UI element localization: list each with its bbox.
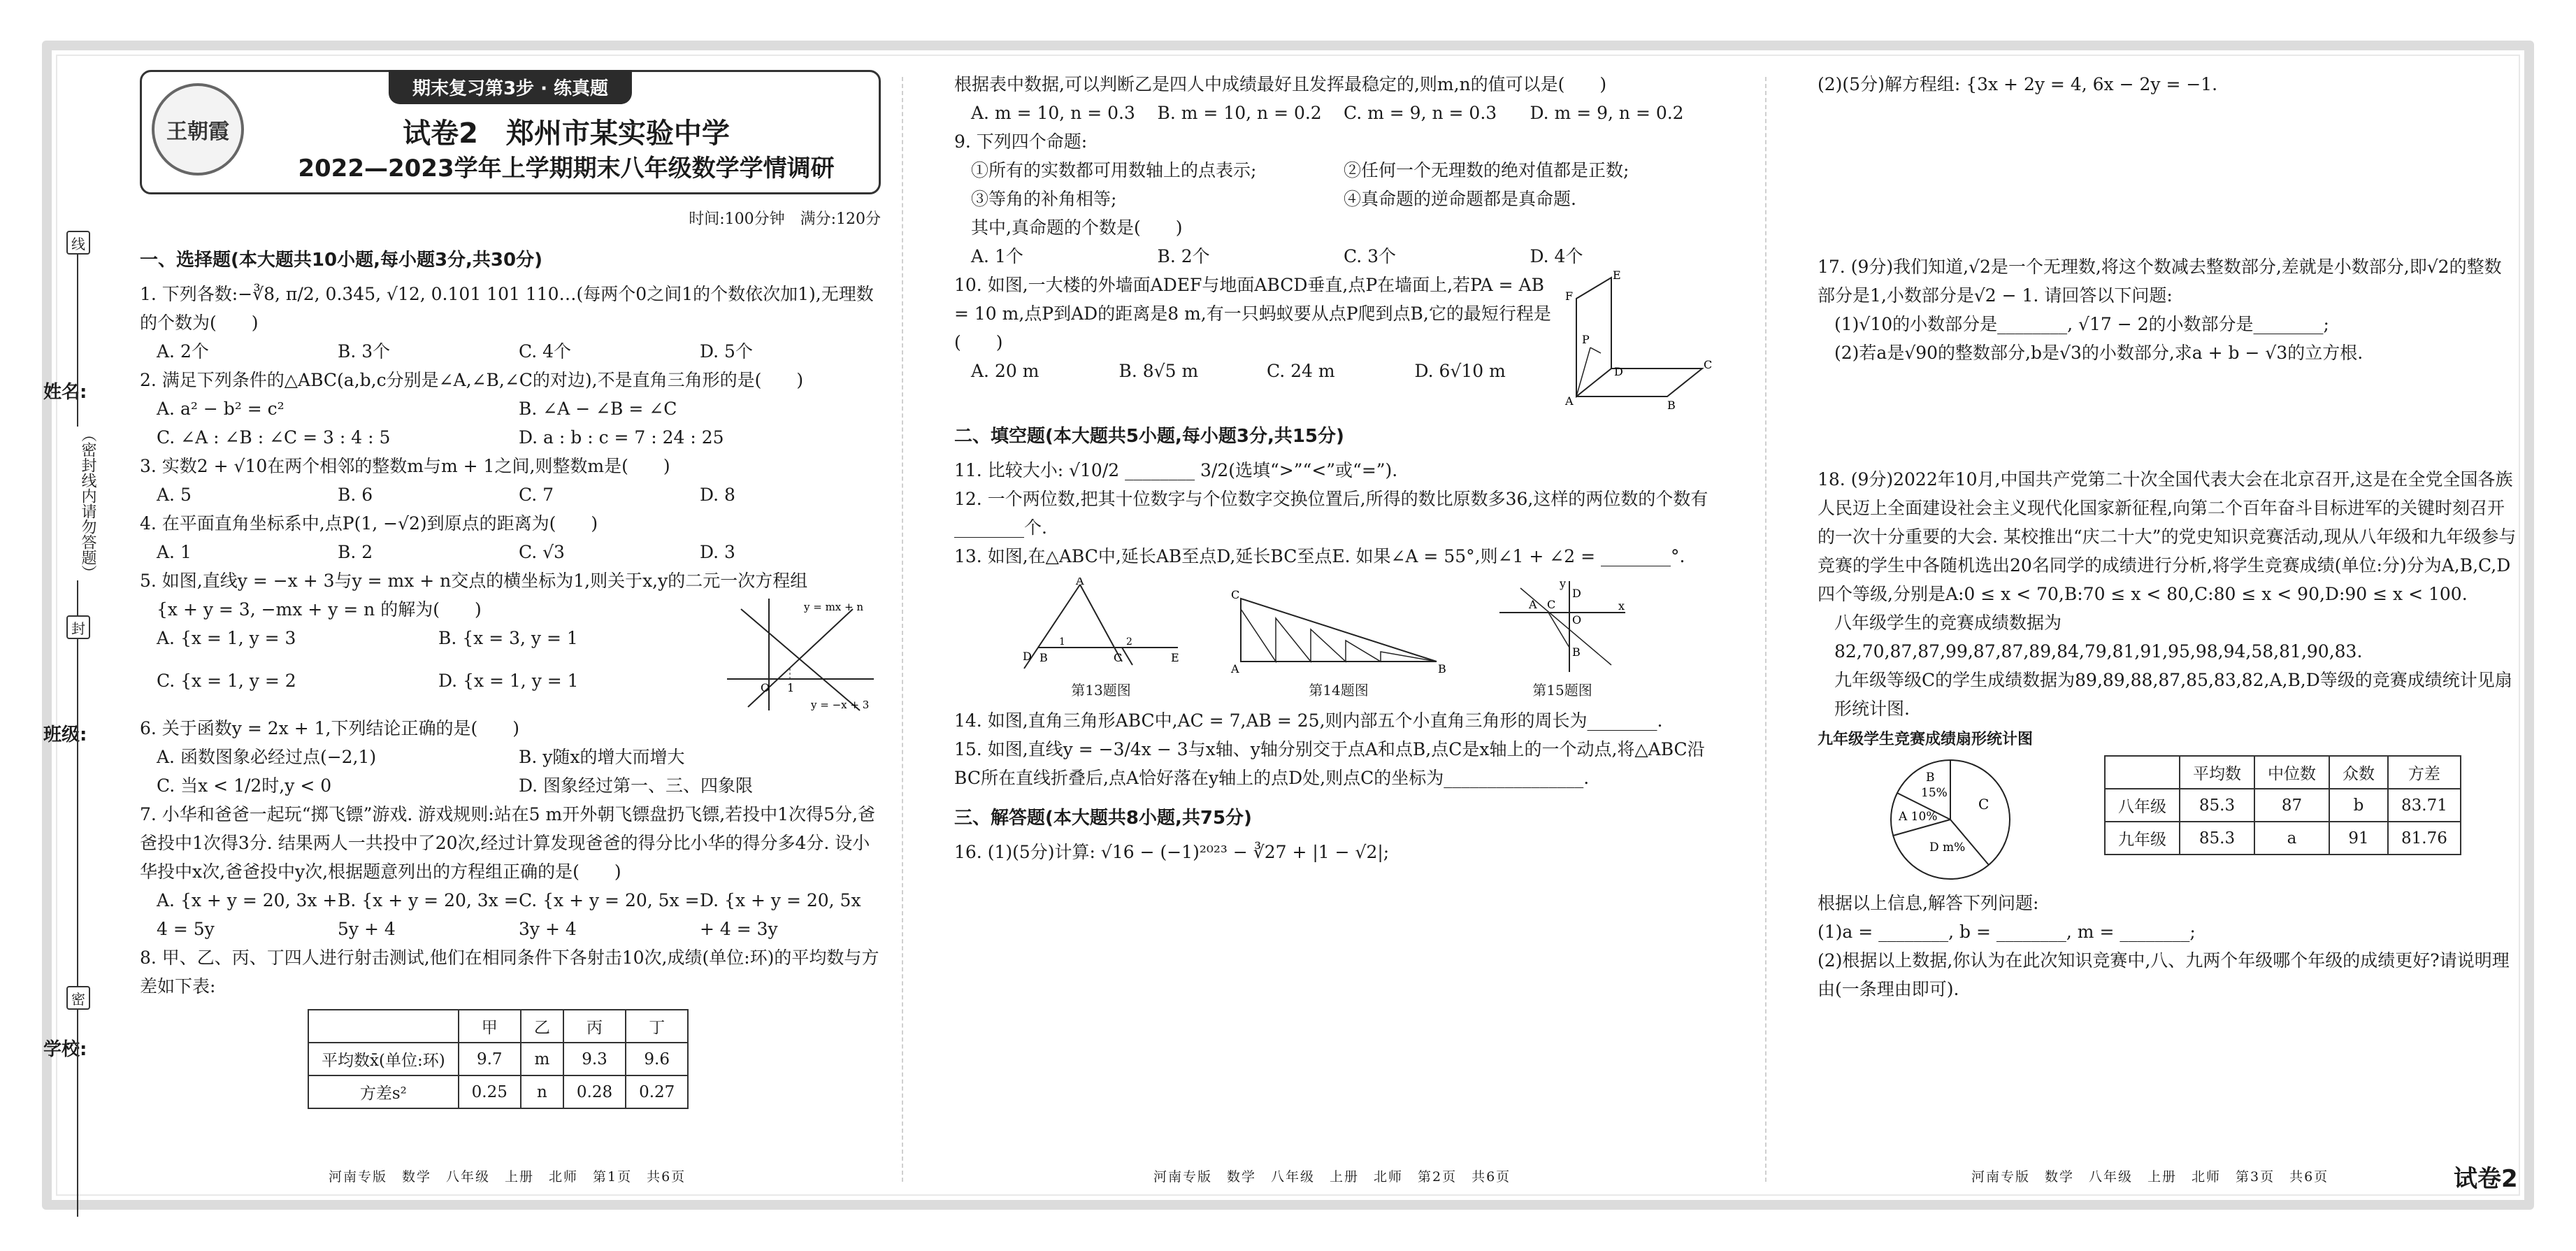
question-2-options-row1 bbox=[140, 394, 881, 423]
question-16-1: 16. (1)(5分)计算: √16 − (−1)²⁰²³ − ∛27 + |1 − √2|; bbox=[954, 842, 1390, 862]
question-18-grade9: 九年级等级C的学生成绩数据为89,89,88,87,85,83,82,A,B,D等级的竞赛成绩统计见扇形统计图. bbox=[1834, 670, 2512, 719]
column-1 bbox=[140, 70, 881, 1109]
question-2: 2. 满足下列条件的△ABC(a,b,c分别是∠A,∠B,∠C的对边),不是直角三角形的是( ) bbox=[140, 370, 804, 390]
table-cell: n bbox=[521, 1075, 563, 1108]
figure-15 bbox=[1492, 578, 1632, 699]
question-6-options-row1 bbox=[140, 743, 881, 771]
pie-label: A 10% bbox=[1899, 810, 1938, 824]
column-divider-1 bbox=[902, 77, 903, 1182]
option: B. 6 bbox=[338, 485, 373, 505]
table-header: 中位数 bbox=[2254, 756, 2329, 789]
table-cell: 平均数x̄(单位:环) bbox=[308, 1043, 459, 1075]
pie-chart bbox=[1859, 753, 2041, 886]
option: C. √3 bbox=[519, 542, 565, 562]
angle-label: 1 bbox=[1059, 636, 1065, 648]
question-8-table bbox=[308, 1009, 689, 1109]
option: D. 5个 bbox=[700, 341, 753, 362]
option: B. 3个 bbox=[338, 341, 391, 362]
question-8-options bbox=[954, 99, 1716, 127]
vertex-label: C bbox=[1547, 598, 1556, 611]
table-cell: m bbox=[521, 1043, 563, 1075]
axis-label: y bbox=[1560, 578, 1567, 590]
question-10: 10. 如图,一大楼的外墙面ADEF与地面ABCD垂直,点P在墙面上,若PA = AB = 10 m,点P到AD的距离是8 m,有一只蚂蚁要从点P爬到点B,它的最短行程是( ) bbox=[954, 275, 1551, 352]
paper-title: 试卷2 郑州市某实验中学 bbox=[403, 117, 730, 150]
vertex-label: A bbox=[1565, 394, 1574, 408]
option: C. 24 m bbox=[1267, 361, 1335, 381]
answer-space bbox=[1818, 99, 2517, 252]
angle-label: 2 bbox=[1126, 636, 1132, 648]
question-14: 14. 如图,直角三角形ABC中,AC = 7,AB = 25,则内部五个小直角三角形的周长为________. bbox=[954, 710, 1663, 731]
vertex-label: C bbox=[1114, 651, 1123, 664]
question-6-options-row2 bbox=[140, 771, 881, 800]
table-cell: 81.76 bbox=[2388, 822, 2461, 855]
option: D. a : b : c = 7 : 24 : 25 bbox=[519, 427, 724, 448]
table-cell: 91 bbox=[2329, 822, 2388, 855]
option: B. 2个 bbox=[1157, 246, 1210, 266]
statement: ②任何一个无理数的绝对值都是正数; bbox=[1344, 160, 1629, 180]
line-label: y = −x + 3 bbox=[811, 699, 870, 711]
option: C. ∠A : ∠B : ∠C = 3 : 4 : 5 bbox=[157, 427, 391, 448]
option: D. 3 bbox=[700, 542, 735, 562]
figure-caption: 第15题图 bbox=[1532, 682, 1592, 699]
table-header: 方差 bbox=[2388, 756, 2461, 789]
table-header: 平均数 bbox=[2180, 756, 2254, 789]
pie-title: 九年级学生竞赛成绩扇形统计图 bbox=[1818, 731, 2034, 748]
table-cell: 87 bbox=[2254, 789, 2329, 822]
question-18-ask: 根据以上信息,解答下列问题: bbox=[1818, 893, 2039, 913]
option: B. {x = 3, y = 1 bbox=[438, 628, 578, 648]
vertex-label: A bbox=[1076, 578, 1084, 587]
paper-tag: 试卷2 bbox=[2454, 1165, 2518, 1193]
question-13: 13. 如图,在△ABC中,延长AB至点D,延长BC至点E. 如果∠A = 55°,则∠1 + ∠2 = ________°. bbox=[954, 546, 1685, 566]
table-cell: 83.71 bbox=[2388, 789, 2461, 822]
question-5-body bbox=[140, 595, 881, 714]
question-10-block bbox=[954, 271, 1716, 410]
axis-label: x bbox=[1618, 599, 1625, 613]
binding-line bbox=[77, 238, 78, 1217]
question-8-continued: 根据表中数据,可以判断乙是四人中成绩最好且发挥最稳定的,则m,n的值可以是( ) bbox=[954, 74, 1607, 94]
vertex-label: O bbox=[1572, 613, 1582, 627]
question-10-figure bbox=[1562, 271, 1716, 410]
table-header: 乙 bbox=[521, 1010, 563, 1043]
statement: ③等角的补角相等; bbox=[971, 189, 1117, 209]
vertex-label: E bbox=[1171, 651, 1179, 664]
question-2-options-row2 bbox=[140, 423, 881, 452]
vertex-label: P bbox=[1582, 333, 1590, 346]
option: D. 6√10 m bbox=[1414, 361, 1506, 381]
option: C. {x + y = 20, 5x = 3y + 4 bbox=[519, 890, 700, 939]
question-10-options bbox=[954, 357, 1562, 385]
option: A. {x = 1, y = 3 bbox=[157, 628, 296, 648]
brand-logo: 王朝霞 bbox=[152, 83, 244, 176]
question-12: 12. 一个两位数,把其十位数字与个位数字交换位置后,所得的数比原数多36,这样的两位数的个数有________个. bbox=[954, 489, 1708, 538]
option: B. {x + y = 20, 3x = 5y + 4 bbox=[338, 890, 519, 939]
option: B. 2 bbox=[338, 542, 373, 562]
exam-info: 时间:100分钟 满分:120分 bbox=[689, 210, 881, 228]
figure-14 bbox=[1227, 578, 1451, 699]
pie-label: 15% bbox=[1921, 786, 1948, 800]
table-cell: 方差s² bbox=[308, 1075, 459, 1108]
table-header bbox=[308, 1010, 459, 1043]
paper-header bbox=[140, 70, 881, 194]
table-row bbox=[308, 1043, 688, 1075]
vertex-label: D bbox=[1023, 650, 1032, 663]
vertex-label: E bbox=[1613, 271, 1621, 282]
option: B. m = 10, n = 0.2 bbox=[1157, 103, 1322, 123]
column-3 bbox=[1818, 70, 2517, 1003]
question-8: 8. 甲、乙、丙、丁四人进行射击测试,他们在相同条件下各射击10次,成绩(单位:环)的平均数与方差如下表: bbox=[140, 948, 879, 996]
question-17-2: (2)若a是√90的整数部分,b是√3的小数部分,求a + b − √3的立方根. bbox=[1834, 343, 2363, 363]
question-3-options bbox=[140, 480, 881, 509]
figure-13 bbox=[1017, 578, 1185, 699]
question-4: 4. 在平面直角坐标系中,点P(1, −√2)到原点的距离为( ) bbox=[140, 513, 598, 534]
question-18: 18. (9分)2022年10月,中国共产党第二十次全国代表大会在北京召开,这是在全党全国各族人民迈上全面建设社会主义现代化国家新征程,向第二个百年奋斗目标进军的关键时刻召开的一次十分重要的大会. 某校推出“庆二十大”的党史知识竞赛活动,现从八年级和九年级参与竞赛的学生中各随机选出20名同学的成绩进行分析,将学生竞赛成绩(单位:分)分为A,B,C,D四个等级,分别是A:0 ≤ x < 70,B:70 ≤ x < 80,C:80 ≤ x < 90,D:90 ≤ x < 100. bbox=[1818, 469, 2517, 604]
question-4-options bbox=[140, 538, 881, 566]
step-banner: 期末复习第3步 · 练真题 bbox=[389, 70, 632, 104]
option: C. 4个 bbox=[519, 341, 572, 362]
question-1: 1. 下列各数:−∛8, π/2, 0.3̇4̇5, √12, 0.101 101 110…(每两个0之间1的个数依次加1),无理数的个数为( ) bbox=[140, 284, 874, 333]
vertex-label: D bbox=[1572, 587, 1581, 600]
question-7: 7. 小华和爸爸一起玩“掷飞镖”游戏. 游戏规则:站在5 m开外朝飞镖盘扔飞镖,若投中1次得5分,爸爸投中1次得3分. 结果两人一共投中了20次,经过计算发现爸爸的得分比小华的得分多4分. 设小华投中x次,爸爸投中y次,根据题意列出的方程组正确的是( ) bbox=[140, 804, 875, 882]
vertex-label: B bbox=[1572, 645, 1581, 659]
name-label: 姓名: bbox=[43, 382, 87, 403]
option: B. 8√5 m bbox=[1118, 361, 1199, 381]
column-2 bbox=[954, 70, 1716, 866]
question-6: 6. 关于函数y = 2x + 1,下列结论正确的是( ) bbox=[140, 718, 519, 738]
school-label: 学校: bbox=[43, 1039, 87, 1060]
question-5: 5. 如图,直线y = −x + 3与y = mx + n交点的横坐标为1,则关于x,y的二元一次方程组 bbox=[140, 571, 808, 591]
vertex-label: B bbox=[1667, 399, 1676, 410]
page-footer-2: 河南专版 数学 八年级 上册 北师 第2页 共6页 bbox=[1153, 1169, 1511, 1185]
question-18-grade8: 八年级学生的竞赛成绩数据为82,70,87,87,99,87,87,89,84,79,81,91,95,98,94,58,81,90,83. bbox=[1834, 613, 2363, 662]
vertex-label: D bbox=[1614, 365, 1623, 378]
paper-subtitle: 2022—2023学年上学期期末八年级数学学情调研 bbox=[298, 155, 835, 183]
option: A. 1 bbox=[157, 542, 192, 562]
table-cell: 0.25 bbox=[459, 1075, 521, 1108]
vertex-label: C bbox=[1704, 358, 1713, 371]
option: A. a² − b² = c² bbox=[157, 399, 285, 419]
section-choice-title: 一、选择题(本大题共10小题,每小题3分,共30分) bbox=[140, 250, 542, 271]
option: C. 7 bbox=[519, 485, 554, 505]
question-3: 3. 实数2 + √10在两个相邻的整数m与m + 1之间,则整数m是( ) bbox=[140, 456, 670, 476]
table-cell: 9.6 bbox=[626, 1043, 688, 1075]
option: D. 4个 bbox=[1530, 246, 1583, 266]
table-cell: 0.28 bbox=[563, 1075, 626, 1108]
seal-mark-2: 封 bbox=[66, 615, 90, 639]
line-label: y = mx + n bbox=[804, 601, 864, 613]
option: C. 当x < 1/2时,y < 0 bbox=[157, 775, 332, 796]
table-header: 丁 bbox=[626, 1010, 688, 1043]
vertex-label: C bbox=[1231, 588, 1240, 601]
option: D. {x = 1, y = 1 bbox=[438, 671, 579, 691]
tick-label: 1 bbox=[787, 681, 795, 694]
class-label: 班级: bbox=[43, 724, 87, 745]
question-5-options-row2 bbox=[140, 666, 720, 695]
option: A. 1个 bbox=[971, 246, 1023, 266]
vertex-label: B bbox=[1039, 651, 1048, 664]
question-18-figures bbox=[1818, 727, 2517, 889]
vertex-label: B bbox=[1438, 662, 1446, 675]
table-cell: 9.3 bbox=[563, 1043, 626, 1075]
table-cell: 0.27 bbox=[626, 1075, 688, 1108]
option: D. {x + y = 20, 5x + 4 = 3y bbox=[700, 890, 861, 939]
vertex-label: A bbox=[1231, 662, 1239, 675]
table-header bbox=[2105, 756, 2180, 789]
column-divider-2 bbox=[1765, 77, 1766, 1182]
question-17-1: (1)√10的小数部分是________, √17 − 2的小数部分是________; bbox=[1834, 314, 2329, 334]
vertex-label: F bbox=[1565, 289, 1574, 303]
question-5-options-row1 bbox=[140, 624, 720, 652]
section-fill-title: 二、填空题(本大题共5小题,每小题3分,共15分) bbox=[954, 426, 1344, 447]
option: A. 函数图象必经过点(−2,1) bbox=[157, 747, 377, 767]
question-18-1: (1)a = ________, b = ________, m = ________; bbox=[1818, 922, 2196, 942]
pie-label: D m% bbox=[1929, 841, 1966, 855]
statement: ④真命题的逆命题都是真命题. bbox=[1344, 189, 1576, 209]
question-5-system: {x + y = 3, −mx + y = n 的解为( ) bbox=[157, 599, 482, 620]
option: B. y随x的增大而增大 bbox=[519, 747, 685, 767]
option: D. m = 9, n = 0.2 bbox=[1530, 103, 1684, 123]
question-7-options bbox=[140, 886, 881, 943]
option: D. 8 bbox=[700, 485, 735, 505]
option: C. m = 9, n = 0.3 bbox=[1344, 103, 1497, 123]
option: A. m = 10, n = 0.3 bbox=[971, 103, 1135, 123]
table-cell: 85.3 bbox=[2180, 822, 2254, 855]
table-header: 丙 bbox=[563, 1010, 626, 1043]
figure-caption: 第13题图 bbox=[1071, 682, 1131, 699]
question-9-items-row2 bbox=[954, 185, 1716, 213]
table-row bbox=[308, 1075, 688, 1108]
option: A. 5 bbox=[157, 485, 192, 505]
table-cell: 85.3 bbox=[2180, 789, 2254, 822]
page-footer-1: 河南专版 数学 八年级 上册 北师 第1页 共6页 bbox=[329, 1169, 686, 1185]
question-18-2: (2)根据以上数据,你认为在此次知识竞赛中,八、九两个年级哪个年级的成绩更好?请说明理由(一条理由即可). bbox=[1818, 950, 2510, 999]
question-9-options bbox=[954, 242, 1716, 271]
statement: ①所有的实数都可用数轴上的点表示; bbox=[971, 160, 1257, 180]
question-1-options bbox=[140, 337, 881, 366]
question-15: 15. 如图,直线y = −3/4x − 3与x轴、y轴分别交于点A和点B,点C是x轴上的一个动点,将△ABC沿BC所在直线折叠后,点A恰好落在y轴上的点D处,则点C的坐标为________________. bbox=[954, 739, 1705, 788]
pie-label: B bbox=[1926, 771, 1935, 785]
question-11: 11. 比较大小: √10/2 ________ 3/2(选填“>”“<”或“=”). bbox=[954, 460, 1398, 480]
question-9-items-row1 bbox=[954, 156, 1716, 185]
table-cell: b bbox=[2329, 789, 2388, 822]
seal-mark-3: 密 bbox=[66, 986, 90, 1010]
question-9: 9. 下列四个命题: bbox=[954, 131, 1088, 152]
pie-label: C bbox=[1978, 796, 1989, 813]
question-18-table bbox=[2104, 755, 2461, 855]
table-cell: 八年级 bbox=[2105, 789, 2180, 822]
page-footer-3: 河南专版 数学 八年级 上册 北师 第3页 共6页 bbox=[1971, 1169, 2329, 1185]
option: C. {x = 1, y = 2 bbox=[157, 671, 296, 691]
option: A. 20 m bbox=[971, 361, 1039, 381]
figures-row bbox=[1017, 578, 1716, 699]
table-header: 众数 bbox=[2329, 756, 2388, 789]
seal-mark-1: 线 bbox=[66, 231, 90, 255]
origin-label: O bbox=[761, 681, 770, 694]
pie-chart-block bbox=[1818, 727, 2083, 889]
section-answer-title: 三、解答题(本大题共8小题,共75分) bbox=[954, 808, 1252, 829]
figure-caption: 第14题图 bbox=[1309, 682, 1369, 699]
question-16-2: (2)(5分)解方程组: {3x + 2y = 4, 6x − 2y = −1. bbox=[1818, 74, 2218, 94]
table-row bbox=[2105, 789, 2461, 822]
binding-note: （密封线内请勿答题） bbox=[77, 427, 99, 580]
option: B. ∠A − ∠B = ∠C bbox=[519, 399, 677, 419]
answer-space bbox=[1818, 367, 2517, 465]
question-5-figure bbox=[720, 595, 881, 714]
table-cell: 九年级 bbox=[2105, 822, 2180, 855]
option: A. {x + y = 20, 3x + 4 = 5y bbox=[157, 890, 338, 939]
table-header: 甲 bbox=[459, 1010, 521, 1043]
question-17: 17. (9分)我们知道,√2是一个无理数,将这个数减去整数部分,差就是小数部分,即√2的整数部分是1,小数部分是√2 − 1. 请回答以下问题: bbox=[1818, 257, 2502, 306]
table-row bbox=[2105, 822, 2461, 855]
option: C. 3个 bbox=[1344, 246, 1397, 266]
question-9-ask: 其中,真命题的个数是( ) bbox=[971, 217, 1183, 238]
table-cell: 9.7 bbox=[459, 1043, 521, 1075]
option: D. 图象经过第一、三、四象限 bbox=[519, 775, 754, 796]
vertex-label: A bbox=[1529, 598, 1537, 611]
option: A. 2个 bbox=[157, 341, 209, 362]
table-cell: a bbox=[2254, 822, 2329, 855]
